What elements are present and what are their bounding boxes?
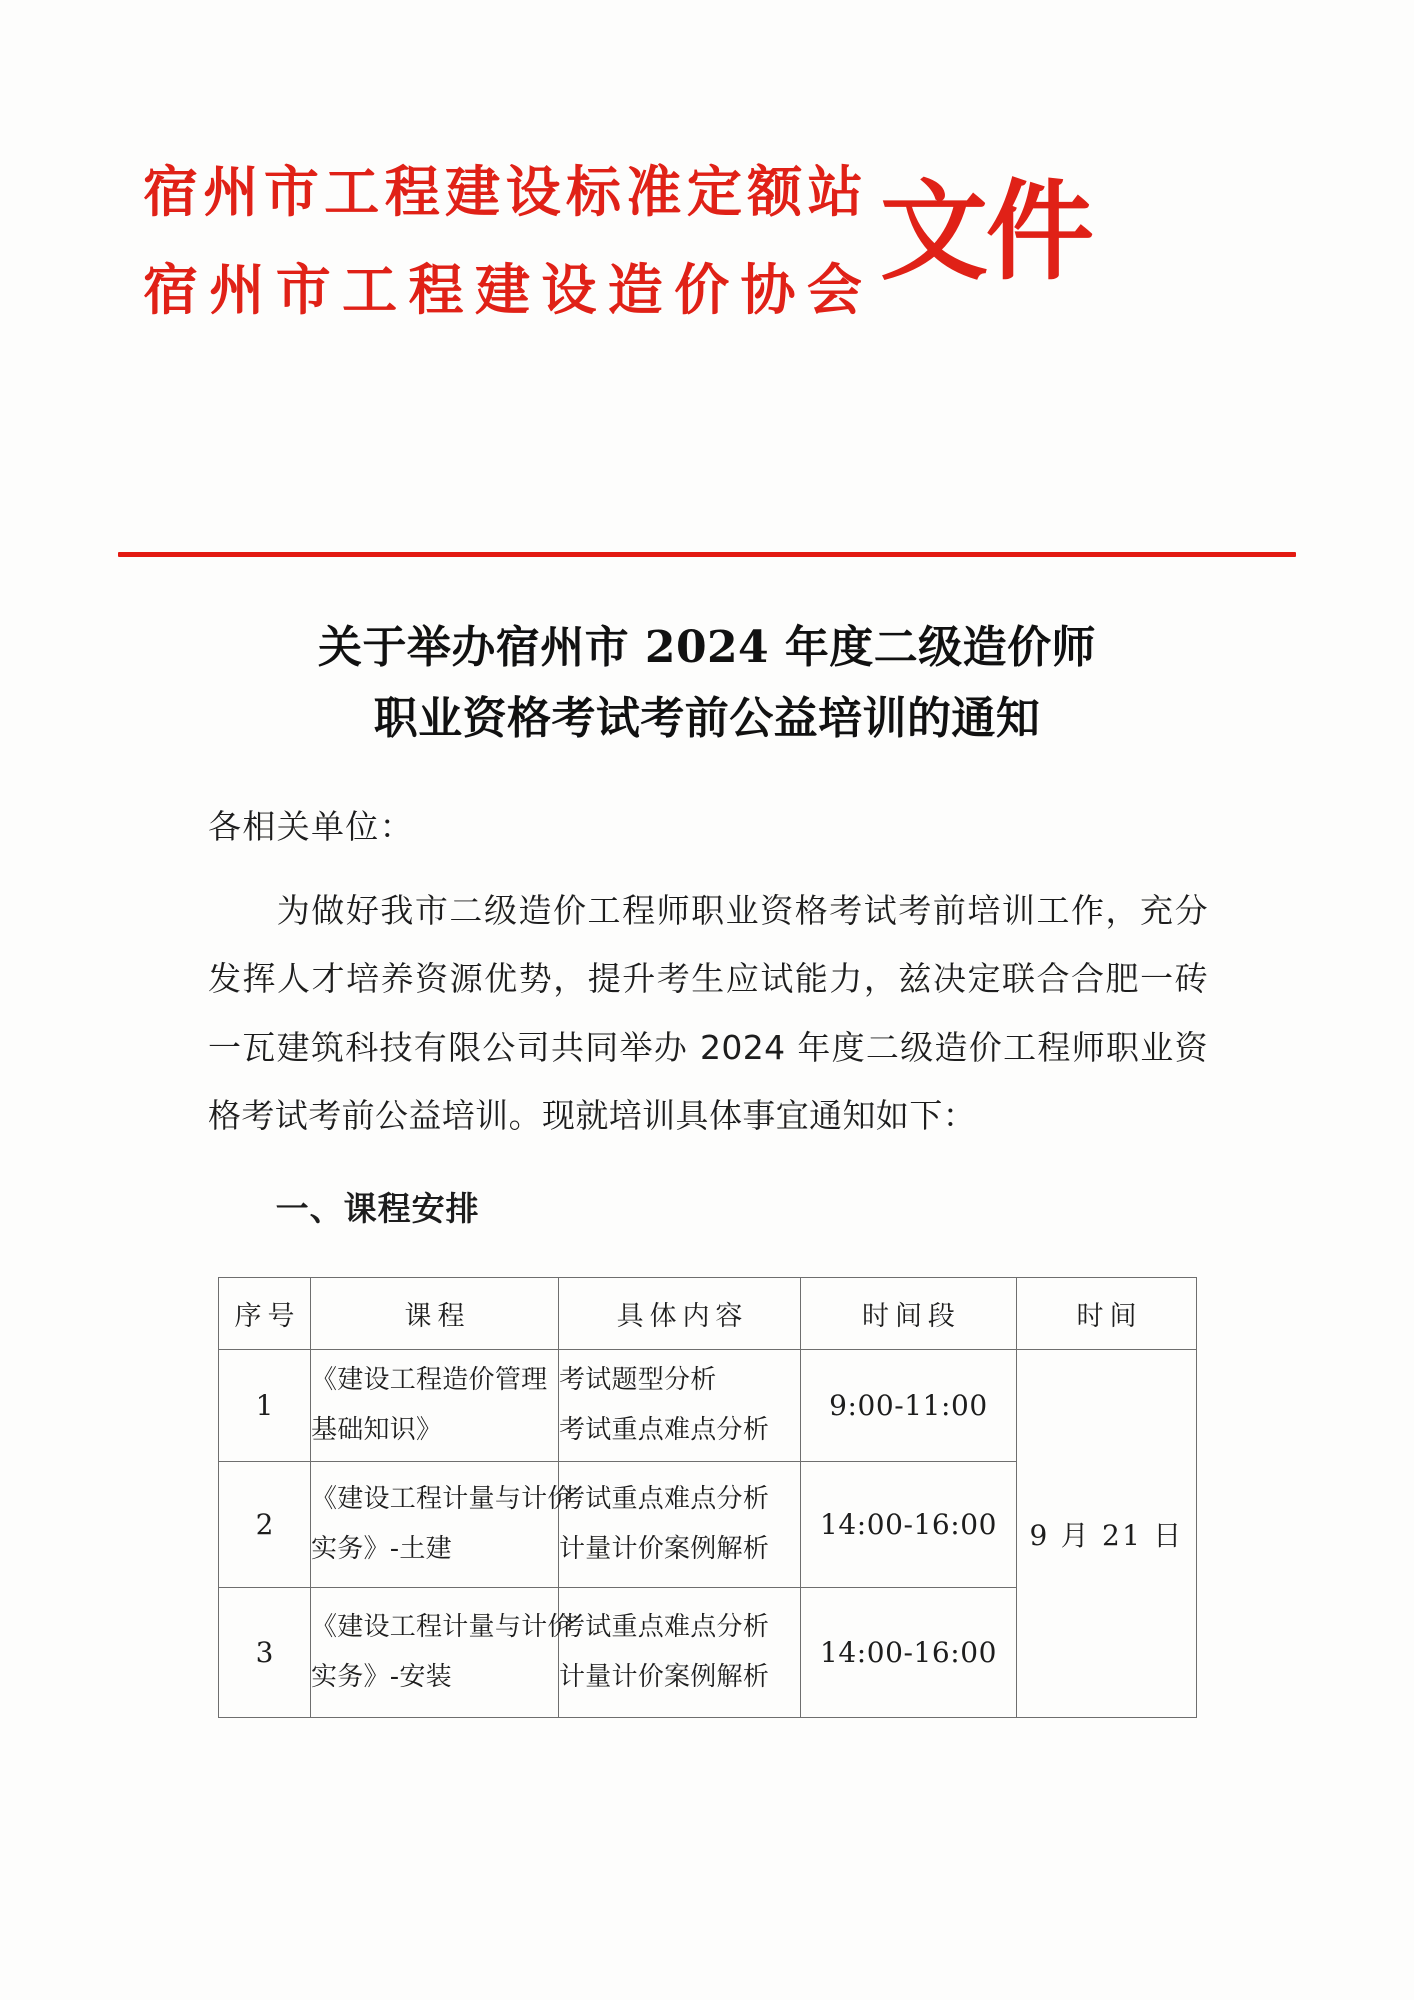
page-title-line-1: 关于举办宿州市 2024 年度二级造价师	[318, 622, 1096, 673]
cell-content-line-1: 考试重点难点分析	[559, 1611, 770, 1642]
page-title	[180, 612, 1234, 755]
document-body	[208, 807, 1208, 1229]
column-header-course: 课程	[311, 1278, 559, 1350]
course-schedule-table	[218, 1277, 1197, 1718]
cell-content-line-1: 考试题型分析	[559, 1364, 717, 1395]
cell-course-line-1: 《建设工程计量与计价	[311, 1611, 574, 1642]
cell-index: 2	[219, 1462, 311, 1588]
column-header-date: 时间	[1017, 1278, 1197, 1350]
intro-paragraph-text: 为做好我市二级造价工程师职业资格考试考前培训工作，充分发挥人才培养资源优势，提升考生应试能力，兹决定联合合肥一砖一瓦建筑科技有限公司共同举办 2024 年度二级造价工程师职业资格考试考前公益培训。现就培训具体事宜通知如下：	[208, 891, 1208, 1135]
cell-course	[311, 1462, 574, 1588]
cell-content	[559, 1588, 801, 1718]
cell-course-line-2: 实务》-土建	[311, 1533, 452, 1564]
page-title-line-2: 职业资格考试考前公益培训的通知	[373, 693, 1041, 745]
column-header-slot: 时间段	[801, 1278, 1017, 1350]
cell-content	[559, 1350, 801, 1462]
letterhead-red-divider	[118, 552, 1296, 557]
cell-course-line-1: 《建设工程计量与计价	[311, 1483, 574, 1514]
column-header-content: 具体内容	[559, 1278, 801, 1350]
cell-content-line-1: 考试重点难点分析	[559, 1483, 770, 1514]
cell-content-line-2: 考试重点难点分析	[559, 1414, 770, 1445]
course-schedule-table-wrapper	[218, 1277, 1196, 1718]
letterhead	[0, 150, 1414, 380]
cell-index: 1	[219, 1350, 311, 1462]
cell-time-slot: 9:00-11:00	[801, 1350, 1017, 1462]
cell-course	[311, 1588, 574, 1718]
cell-date-merged: 9 月 21 日	[1017, 1350, 1197, 1718]
cell-content-line-2: 计量计价案例解析	[559, 1533, 770, 1564]
table-header-row	[219, 1278, 1197, 1350]
issuing-org-line-1: 宿州市工程建设标准定额站	[143, 159, 863, 224]
cell-course-line-2: 基础知识》	[311, 1414, 443, 1445]
document-word-mark: 文件	[880, 169, 1092, 295]
cell-course-line-2: 实务》-安装	[311, 1661, 452, 1692]
salutation: 各相关单位：	[208, 807, 414, 846]
cell-course-line-1: 《建设工程造价管理	[311, 1364, 548, 1395]
cell-content	[559, 1462, 801, 1588]
cell-course	[311, 1350, 559, 1462]
table-row	[219, 1350, 1197, 1462]
cell-index: 3	[219, 1588, 311, 1718]
section-heading-course-arrangement: 一、课程安排	[275, 1189, 480, 1229]
column-header-index: 序号	[219, 1278, 311, 1350]
intro-paragraph	[208, 877, 1208, 1150]
cell-time-slot: 14:00-16:00	[801, 1588, 1017, 1718]
cell-time-slot: 14:00-16:00	[801, 1462, 1017, 1588]
cell-content-line-2: 计量计价案例解析	[559, 1661, 770, 1692]
issuing-org-line-2: 宿州市工程建设造价协会	[143, 257, 863, 322]
